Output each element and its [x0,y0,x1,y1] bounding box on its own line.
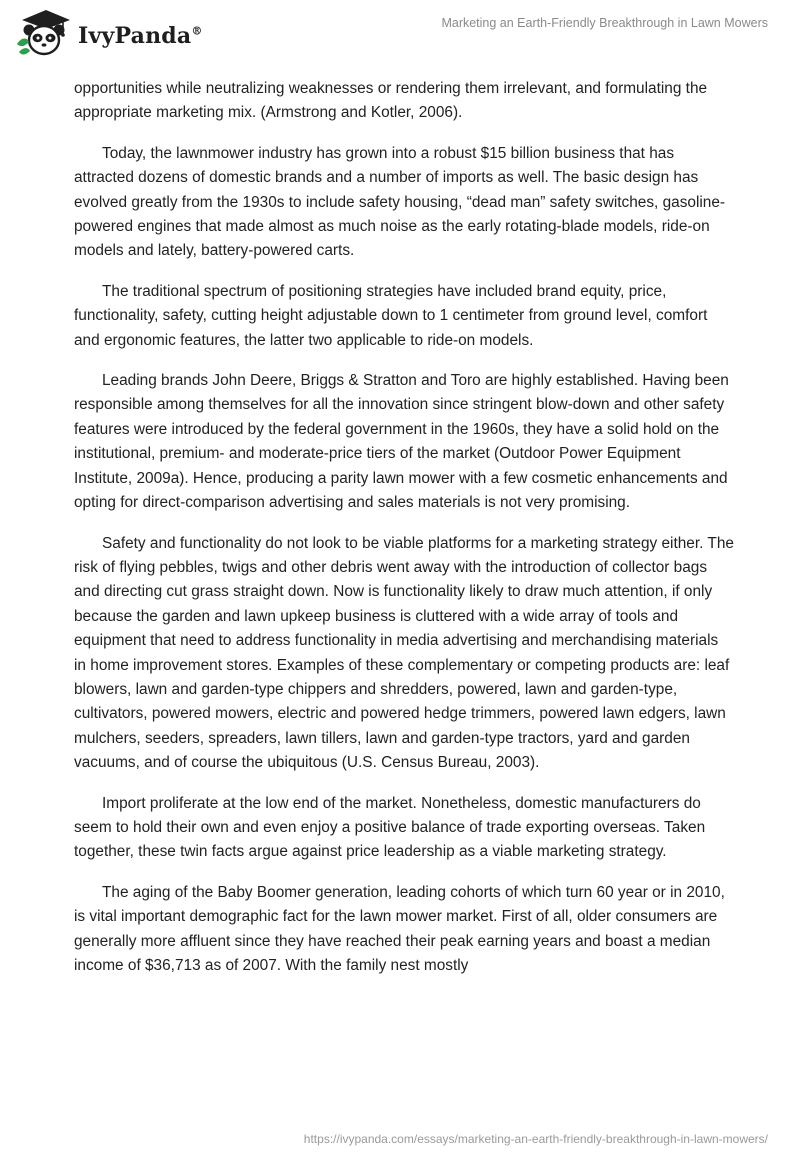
paragraph: Today, the lawnmower industry has grown into a robust $15 billion business that has attracted dozens of domestic brands and a number of imports as well. The basic design has evolved greatly from the 1930s to include safety housing, “dead man” safety switches, gasoline-powered engines that made almost as much noise as the early rotating-blade models, ride-on models and lately, battery-powered carts. [74,144,726,260]
paragraph: The traditional spectrum of positioning strategies have included brand equity, price, functionality, safety, cutting height adjustable down to 1 centimeter from ground level, comfort and ergonomic features, the latter two applicable to ride-on models. [74,282,708,349]
source-url[interactable]: https://ivypanda.com/essays/marketing-an-earth-friendly-breakthrough-in-lawn-mowers/ [303,1132,768,1146]
paragraph: The aging of the Baby Boomer generation, leading cohorts of which turn 60 year or in 2010, is vital important demographic fact for the lawn mower market. First of all, older consumers are generally more affluent since they have reached their peak earning years and boast a median income of $36,713 as of 2007. With the family nest mostly [74,883,725,974]
paragraph: opportunities while neutralizing weaknesses or rendering them irrelevant, and formulating the appropriate marketing mix. (Armstrong and Kotler, 2006). [74,80,708,122]
brand-logo[interactable] [14,8,203,58]
paragraph: Import proliferate at the low end of the market. Nonetheless, domestic manufacturers do seem to hold their own and even enjoy a positive balance of trade exporting overseas. Taken together, these twin facts argue against price leadership as a viable marketing strategy. [74,794,706,861]
essay-body [74,77,734,994]
paragraph: Safety and functionality do not look to be viable platforms for a marketing strategy either. The risk of flying pebbles, twigs and other debris went away with the introduction of collector bags and directing cut grass straight down. Now is functionality likely to draw much attention, if only because the garden and lawn upkeep business is cluttered with a wide array of tools and equipment that need to address functionality in media advertising and merchandising materials in home improvement stores. Examples of these complementary or competing products are: leaf blowers, lawn and garden-type chippers and shredders, powered, lawn and garden-type, cultivators, powered mowers, electric and powered hedge trimmers, powered lawn edgers, lawn mulchers, seeders, spreaders, lawn tillers, lawn and garden-type tractors, yard and garden vacuums, and of course the ubiquitous (U.S. Census Bureau, 2003). [74,534,734,772]
paragraph: Leading brands John Deere, Briggs & Stratton and Toro are highly established. Having been responsible among themselves for all the innovation since stringent blow-down and other safety features were introduced by the federal government in the 1960s, they have a solid hold on the institutional, premium- and moderate-price tiers of the market (Outdoor Power Equipment Institute, 2009a). Hence, producing a parity lawn mower with a few cosmetic enhancements and opting for direct-comparison advertising and sales materials is not very promising. [74,372,729,512]
brand-name: IvyPanda® [78,23,203,49]
registered-mark: ® [191,24,203,38]
document-title: Marketing an Earth-Friendly Breakthrough in Lawn Mowers [441,16,768,30]
panda-graduate-logo-icon [14,8,72,58]
page-header [0,0,800,70]
